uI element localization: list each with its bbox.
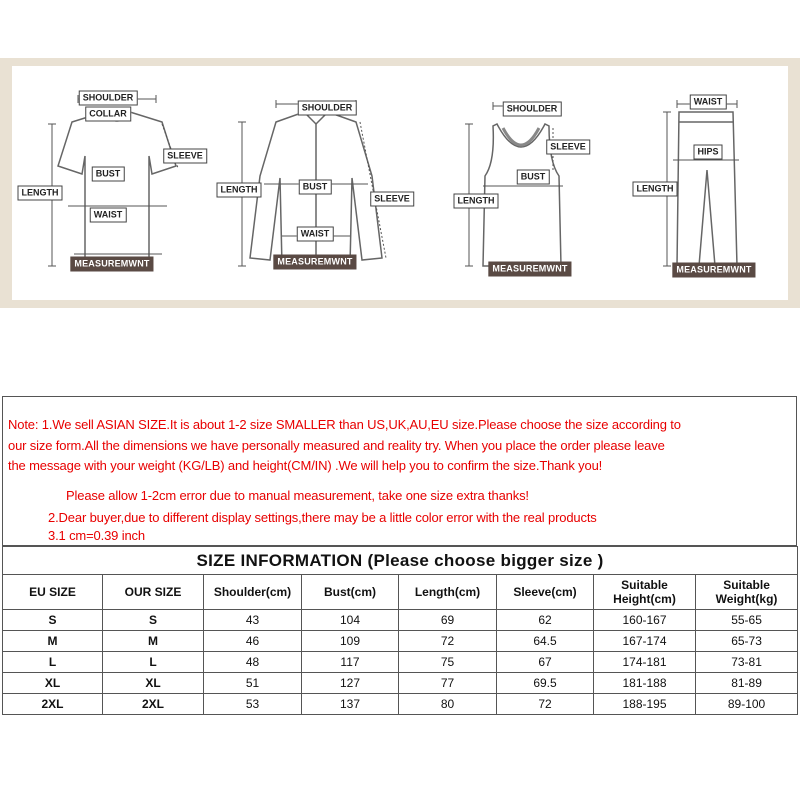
table-cell: 62: [497, 610, 594, 631]
table-cell: 69.5: [497, 673, 594, 694]
length-label: LENGTH: [217, 183, 262, 198]
waist-label: WAIST: [297, 227, 334, 242]
table-cell: 55-65: [696, 610, 798, 631]
sleeve-label: SLEEVE: [163, 149, 207, 164]
table-cell: 53: [204, 694, 302, 715]
note-line: 2.Dear buyer,due to different display settings,there may be a little color error with the real products: [48, 510, 597, 525]
table-row: [3, 652, 798, 673]
table-cell: 65-73: [696, 631, 798, 652]
column-header: Length(cm): [399, 575, 497, 610]
collar-label: COLLAR: [85, 107, 131, 122]
sleeve-label: SLEEVE: [370, 192, 414, 207]
size-note: [2, 396, 797, 546]
tank-diagram: [417, 66, 607, 300]
table-cell: 75: [399, 652, 497, 673]
table-cell: S: [103, 610, 204, 631]
measurement-label: MEASUREMWNT: [70, 257, 153, 272]
table-cell: 72: [497, 694, 594, 715]
measurement-label: MEASUREMWNT: [672, 263, 755, 278]
table-cell: 117: [302, 652, 399, 673]
column-header: OUR SIZE: [103, 575, 204, 610]
table-cell: M: [103, 631, 204, 652]
size-diagram-area: [12, 66, 788, 300]
table-cell: 174-181: [594, 652, 696, 673]
note-line: our size form.All the dimensions we have personally measured and reality try. When you place the order please leave: [8, 438, 665, 453]
length-label: LENGTH: [633, 182, 678, 197]
table-cell: S: [3, 610, 103, 631]
measurement-label: MEASUREMWNT: [488, 262, 571, 277]
table-cell: 43: [204, 610, 302, 631]
table-cell: 72: [399, 631, 497, 652]
table-cell: XL: [103, 673, 204, 694]
table-cell: 46: [204, 631, 302, 652]
size-table: [2, 546, 798, 715]
table-cell: 80: [399, 694, 497, 715]
table-title: SIZE INFORMATION (Please choose bigger size ): [3, 547, 798, 575]
table-cell: 188-195: [594, 694, 696, 715]
table-cell: L: [3, 652, 103, 673]
column-header: EU SIZE: [3, 575, 103, 610]
table-row: [3, 694, 798, 715]
table-cell: 167-174: [594, 631, 696, 652]
bust-label: BUST: [299, 180, 332, 195]
note-line: Note: 1.We sell ASIAN SIZE.It is about 1-2 size SMALLER than US,UK,AU,EU size.Please choose the size according to: [8, 417, 681, 432]
shirt-diagram: [212, 66, 417, 300]
table-cell: M: [3, 631, 103, 652]
table-cell: XL: [3, 673, 103, 694]
pants-diagram: [607, 66, 788, 300]
table-cell: 77: [399, 673, 497, 694]
hips-label: HIPS: [693, 145, 722, 160]
length-label: LENGTH: [454, 194, 499, 209]
table-cell: 81-89: [696, 673, 798, 694]
bust-label: BUST: [92, 167, 125, 182]
column-header: Suitable Height(cm): [594, 575, 696, 610]
table-row: [3, 673, 798, 694]
table-cell: L: [103, 652, 204, 673]
sleeve-label: SLEEVE: [546, 140, 590, 155]
shoulder-label: SHOULDER: [298, 101, 357, 116]
table-cell: 2XL: [3, 694, 103, 715]
table-cell: 67: [497, 652, 594, 673]
shoulder-label: SHOULDER: [503, 102, 562, 117]
table-cell: 73-81: [696, 652, 798, 673]
table-cell: 51: [204, 673, 302, 694]
table-cell: 137: [302, 694, 399, 715]
note-line: Please allow 1-2cm error due to manual measurement, take one size extra thanks!: [66, 488, 529, 503]
column-header: Bust(cm): [302, 575, 399, 610]
table-cell: 69: [399, 610, 497, 631]
shoulder-label: SHOULDER: [79, 91, 138, 106]
table-cell: 181-188: [594, 673, 696, 694]
tshirt-diagram: [12, 66, 212, 300]
table-header-row: [3, 575, 798, 610]
length-label: LENGTH: [18, 186, 63, 201]
waist-label: WAIST: [690, 95, 727, 110]
column-header: Shoulder(cm): [204, 575, 302, 610]
table-cell: 109: [302, 631, 399, 652]
table-cell: 160-167: [594, 610, 696, 631]
table-cell: 104: [302, 610, 399, 631]
measurement-label: MEASUREMWNT: [273, 255, 356, 270]
bust-label: BUST: [517, 170, 550, 185]
table-cell: 2XL: [103, 694, 204, 715]
note-line: the message with your weight (KG/LB) and height(CM/IN) .We will help you to confirm the size.Thank you!: [8, 458, 603, 473]
table-cell: 127: [302, 673, 399, 694]
waist-label: WAIST: [90, 208, 127, 223]
size-diagram-panel: [0, 58, 800, 308]
note-line: 3.1 cm=0.39 inch: [48, 528, 145, 543]
table-cell: 64.5: [497, 631, 594, 652]
table-cell: 48: [204, 652, 302, 673]
column-header: Suitable Weight(kg): [696, 575, 798, 610]
table-row: [3, 610, 798, 631]
column-header: Sleeve(cm): [497, 575, 594, 610]
table-row: [3, 631, 798, 652]
table-cell: 89-100: [696, 694, 798, 715]
